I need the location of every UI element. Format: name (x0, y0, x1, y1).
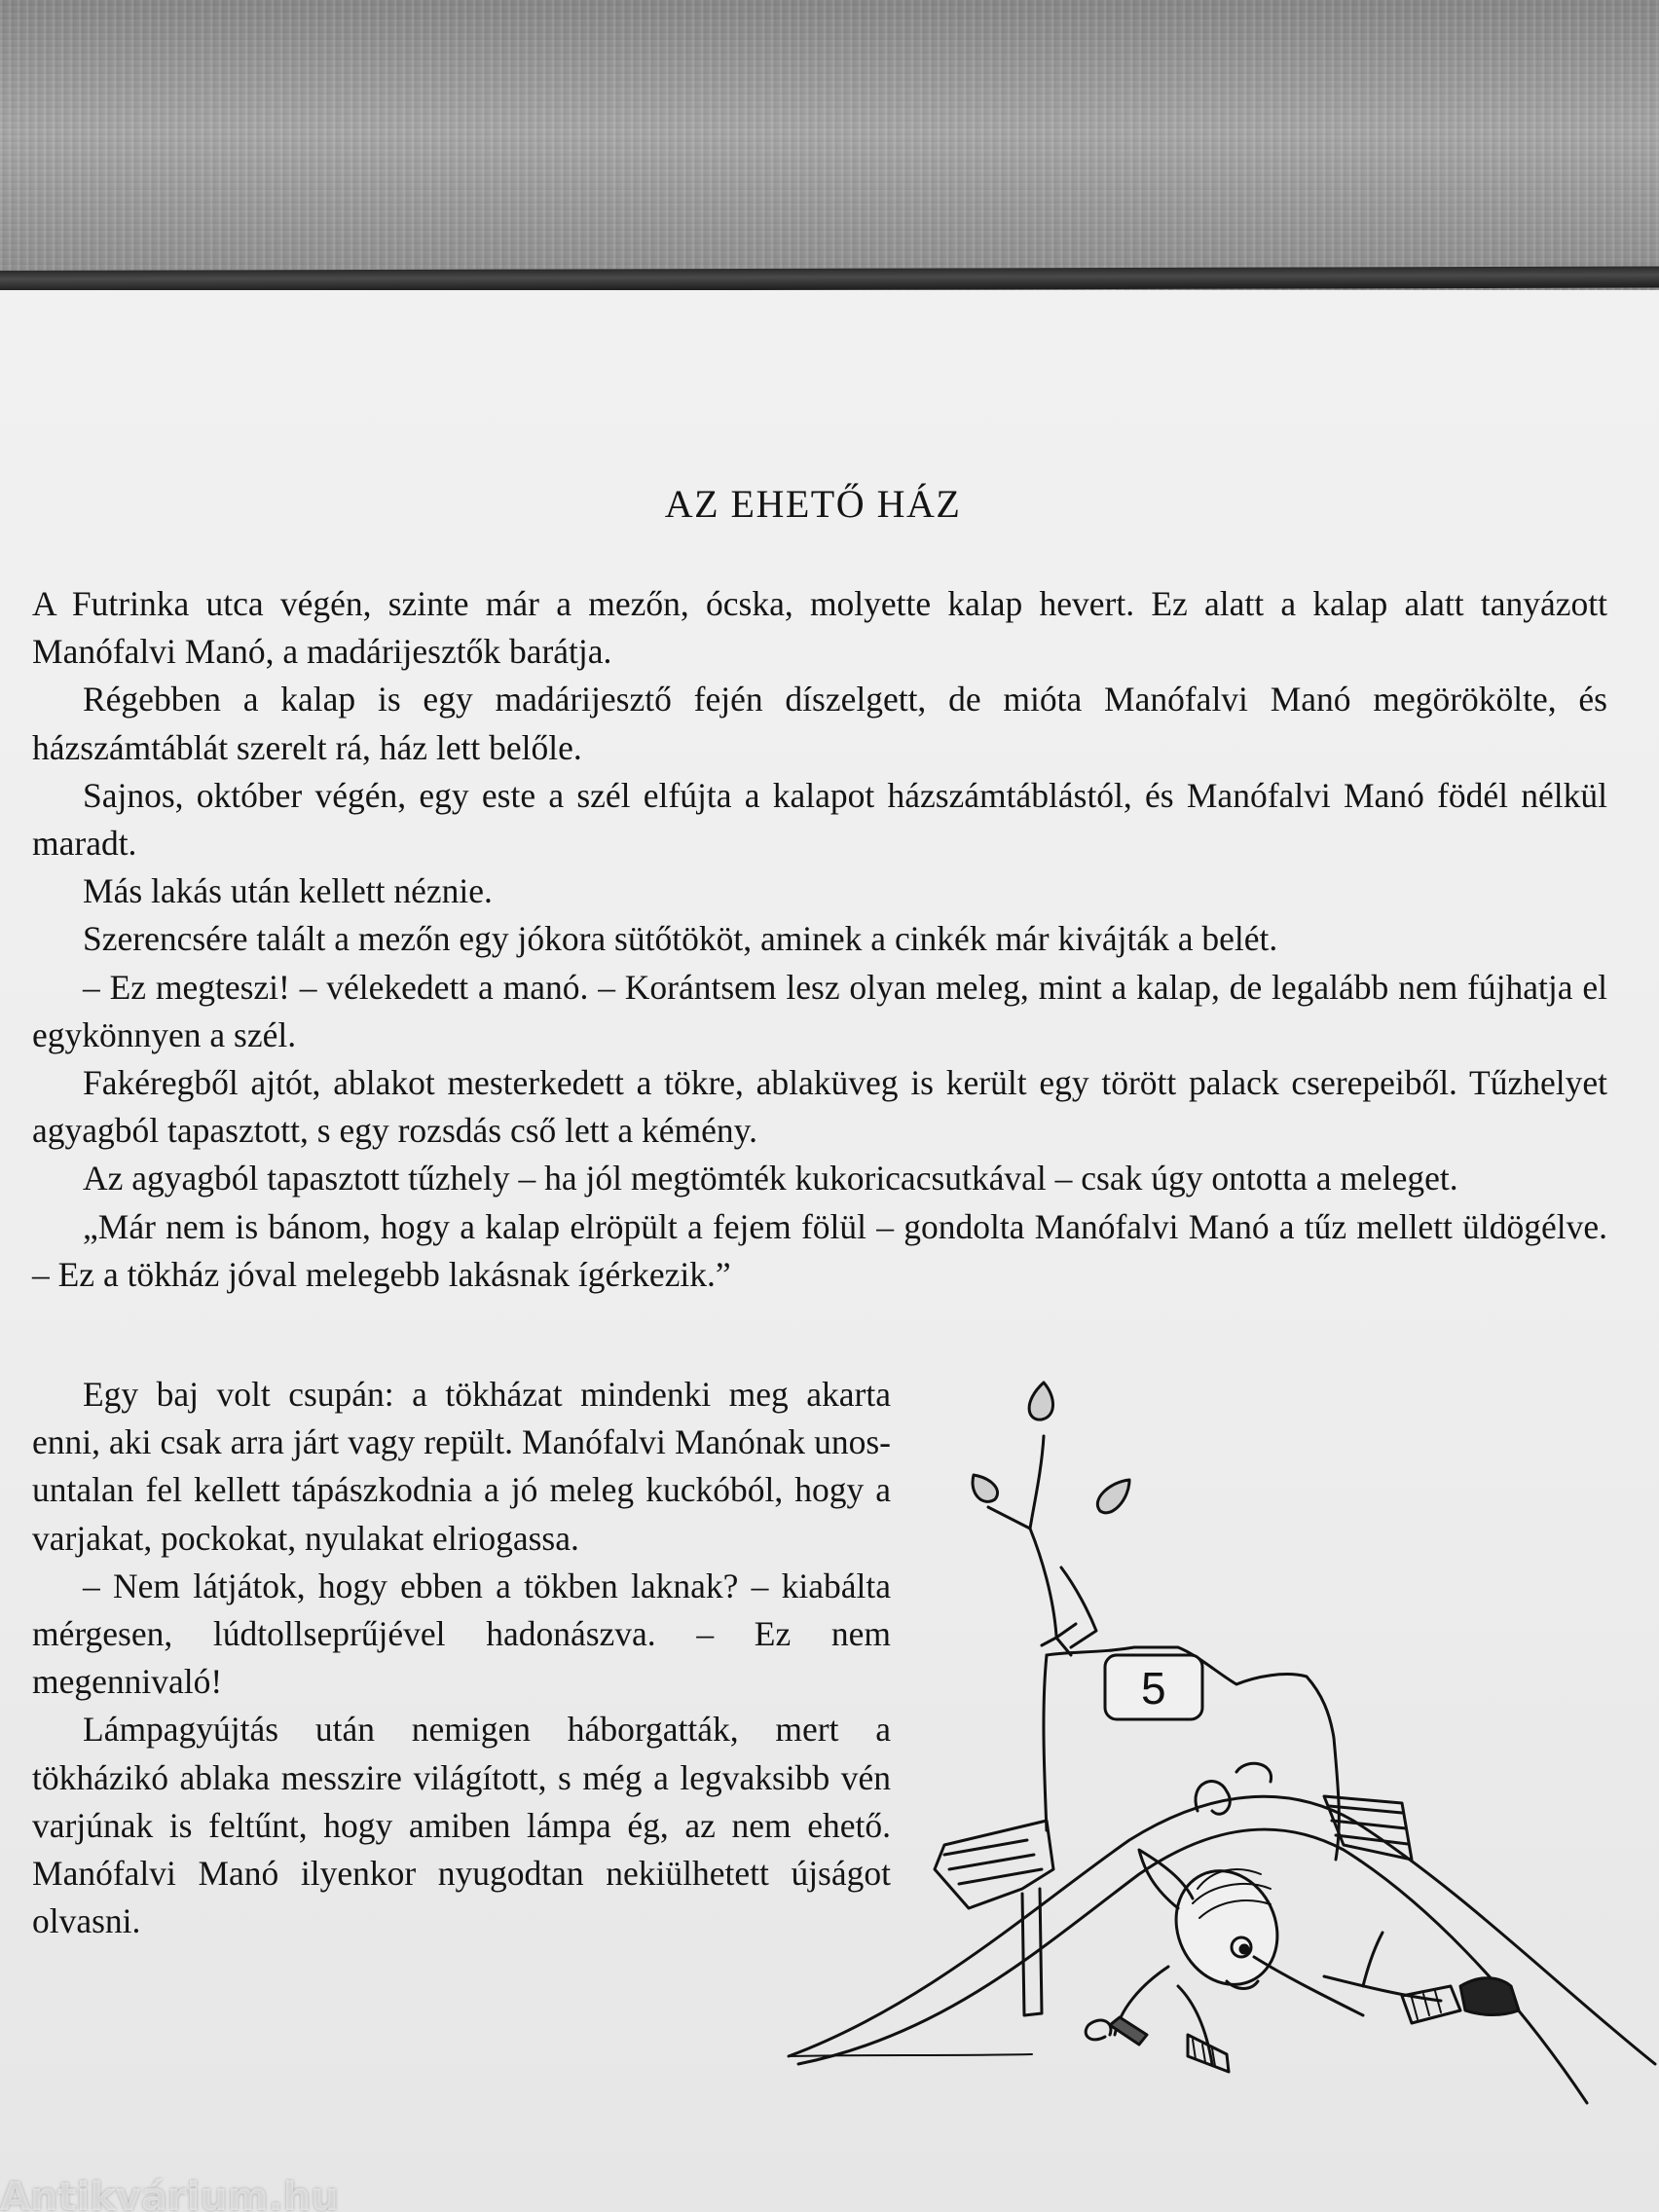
book-cover-edge (0, 267, 1659, 292)
pumpkin-house-illustration (779, 1363, 1659, 2132)
paragraph: Egy baj volt csupán: a tökházat mindenki meg akarta enni, aki csak arra járt vagy repült. Manófalvi Manónak unos-untalan fel kellett tápászkodnia a jó meleg kuckóból, hogy a varjakat, pockokat, nyulakat elriogassa. (32, 1375, 891, 1558)
paragraph: Régebben a kalap is egy madárijesztő fején díszelgett, de mióta Manófalvi Manó megörökölte, és házszámtáblát szerelt rá, ház lett belőle. (32, 680, 1607, 767)
goblin-shoe (1460, 1978, 1519, 2015)
paragraph: Más lakás után kellett néznie. (83, 871, 493, 911)
paragraph: Sajnos, október végén, egy este a szél elfújta a kalapot házszámtáblástól, és Manófalvi Manó födél nélkül maradt. (32, 775, 1607, 864)
leaf-icon (1029, 1382, 1052, 1419)
wooden-table-surface (0, 0, 1659, 292)
goblin-head (1158, 1854, 1295, 2001)
house-number: 5 (1141, 1663, 1166, 1714)
paragraph: „Már nem is bánom, hogy a kalap elröpült a fejem fölül – gondolta Manófalvi Manó a tűz mellett üldögélve. – Ez a tökház jóval melegebb lakásnak ígérkezik.” (32, 1206, 1607, 1294)
body-text-beside-illustration (32, 1371, 891, 1945)
paragraph: Lámpagyújtás után nemigen háborgatták, mert a tökházikó ablaka messzire világított, s még a legvaksibb vén varjúnak is feltűnt, hogy amiben lámpa ég, az nem ehető. Manófalvi Manó ilyenkor nyugodtan nekiülhetett újságot olvasni. (32, 1710, 891, 1941)
paragraph: – Ez megteszi! – vélekedett a manó. – Korántsem lesz olyan meleg, mint a kalap, de legalább nem fújhatja el egykönnyen a szél. (32, 967, 1607, 1054)
stem-twig (988, 1436, 1044, 1529)
leaf-icon (973, 1475, 998, 1501)
body-text-full-width (32, 580, 1607, 1299)
paragraph: Fakéregből ajtót, ablakot mesterkedett a tökre, ablaküveg is került egy törött palack cserepeiből. Tűzhelyet agyagból tapasztott, s egy rozsdás cső lett a kémény. (32, 1063, 1607, 1151)
leaf-icon (1097, 1480, 1129, 1513)
goblin-nose (1254, 1957, 1363, 2015)
paragraph: Az agyagból tapasztott tűzhely – ha jól megtömték kukoricacsutkával – csak úgy ontotta a meleget. (83, 1159, 1458, 1198)
chapter-title: AZ EHETŐ HÁZ (664, 482, 962, 526)
paragraph: Szerencsére talált a mezőn egy jókora sütőtököt, aminek a cinkék már kivájták a belét. (83, 919, 1278, 959)
paragraph: A Futrinka utca végén, szinte már a mezőn, ócska, molyette kalap hevert. Ez alatt a kalap alatt tanyázott Manófalvi Manó, a madárijesztők barátja. (32, 584, 1607, 672)
watermark: Antikvárium.hu (0, 2175, 339, 2212)
paragraph: – Nem látjátok, hogy ebben a tökben laknak? – kiabálta mérgesen, lúdtollseprűjével hadonászva. – Ez nem megennivaló! (32, 1566, 891, 1702)
